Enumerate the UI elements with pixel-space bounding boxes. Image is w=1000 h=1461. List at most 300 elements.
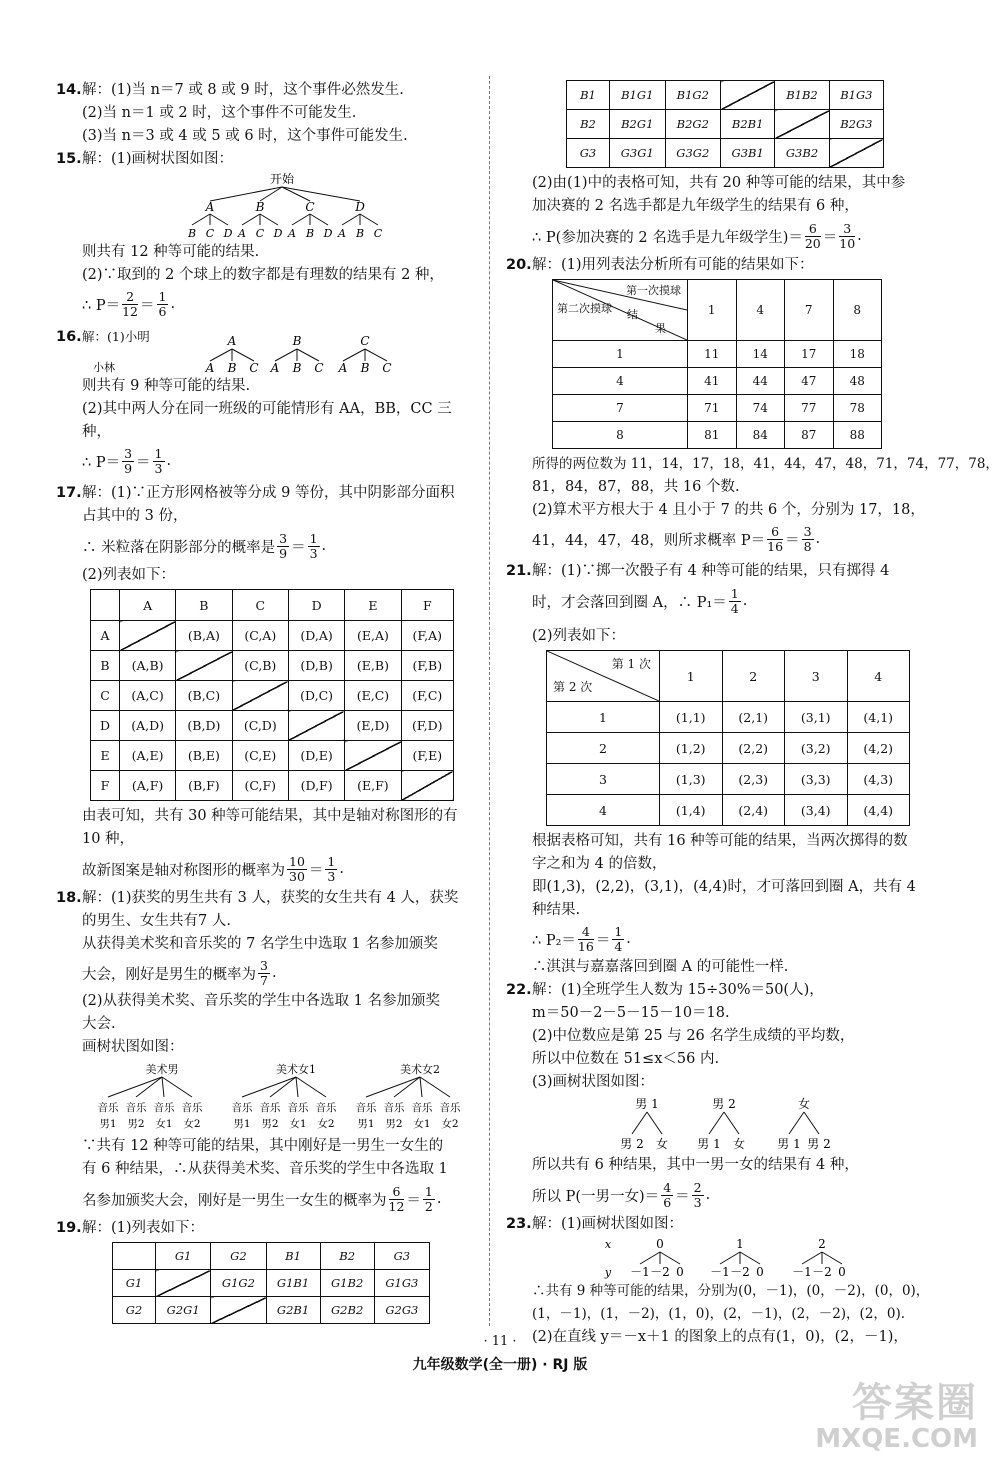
- tree-branch-line: [162, 1077, 164, 1097]
- tree-leaf-sublabel: 女1: [289, 1118, 307, 1130]
- tree-branch-line: [282, 187, 360, 201]
- table-cell: (B,A): [176, 621, 232, 651]
- answer-line: 81，84，87，88，共 16 个数.: [532, 479, 740, 495]
- numerator: 3: [260, 957, 268, 973]
- table-cell: [176, 651, 232, 681]
- tree-leaf-label: D: [273, 227, 283, 240]
- table-cell: G1B1: [266, 1270, 320, 1297]
- corner-label-mid2: 果: [655, 322, 666, 335]
- tree-branch-line: [242, 214, 260, 225]
- question-number: 15.: [56, 151, 82, 167]
- answer-line: (2)中位数应是第 25 与 26 名学生成绩的平均数，: [532, 1028, 855, 1044]
- tree-branch-line: [232, 349, 254, 361]
- tree-branch-line: [365, 349, 387, 361]
- fraction: [767, 525, 783, 554]
- denominator: 4: [730, 600, 739, 616]
- table-cell: (E,F): [345, 771, 401, 801]
- row-label: 1: [553, 341, 688, 368]
- row-label: E: [91, 741, 120, 771]
- tree-leaf-label: A: [288, 227, 296, 240]
- period: .: [857, 228, 862, 244]
- denominator: 3: [309, 545, 318, 561]
- table-cell: B1G3: [829, 81, 883, 110]
- denominator: 12: [122, 303, 138, 319]
- tree-leaf-label: 音乐: [259, 1102, 281, 1114]
- table-cell: (D,B): [288, 651, 344, 681]
- tree-side-label: 小林: [93, 361, 115, 374]
- tree-branch-line: [275, 349, 297, 361]
- tree-branch-line: [822, 1252, 842, 1264]
- numerator: 2: [693, 1179, 702, 1195]
- table-cell: (4,1): [847, 702, 910, 733]
- table-cell: (1,2): [660, 733, 723, 764]
- tree-leaf-label: B: [187, 227, 197, 240]
- tree-branch-line: [802, 1252, 822, 1264]
- tree-leaf-label: C: [382, 361, 392, 375]
- table-cell: (2,1): [722, 702, 785, 733]
- equals: ＝: [675, 1188, 690, 1205]
- table-cell: G1G3: [374, 1270, 429, 1297]
- fraction: [578, 925, 594, 954]
- row-label: 8: [553, 422, 688, 449]
- corner-label-mid: 结: [627, 308, 638, 321]
- fraction: [805, 222, 821, 251]
- header-cell: 2: [722, 651, 785, 702]
- tree-leaf-label: 0: [756, 1265, 764, 1279]
- tree-leaf-sublabel: 男1: [357, 1118, 375, 1130]
- header-cell: 4: [736, 280, 785, 341]
- answer-line: (2)∵取到的 2 个球上的数字都是有理数的结果有 2 种，: [82, 267, 444, 283]
- header-cell: 1: [660, 651, 723, 702]
- denominator: 3: [327, 868, 336, 884]
- header-cell: 7: [785, 280, 834, 341]
- tree-x-label: x: [604, 1238, 612, 1251]
- tree-branch-line: [242, 1077, 296, 1097]
- denominator: 9: [124, 460, 133, 476]
- tree-leaf-label: A: [270, 361, 280, 375]
- header-cell: G2: [211, 1243, 266, 1270]
- tree-root-label: 女: [797, 1097, 811, 1111]
- probability-line: [532, 583, 946, 619]
- answer-line: (2)在直线 y＝－x＋1 的图象上的点有(1，0)，(2，－1)，: [532, 1329, 908, 1345]
- tree-root-label: 美术女2: [400, 1063, 440, 1076]
- formula-prefix: 41，44，47，48，则所求概率 P＝: [532, 532, 766, 549]
- tree-leaf-label: 音乐: [411, 1102, 433, 1114]
- denominator: 16: [767, 538, 784, 554]
- formula-prefix: 大会，刚好是男生的概率为: [82, 966, 256, 983]
- table-cell: [829, 139, 883, 168]
- table-row: [91, 681, 454, 711]
- tree-branch-line: [366, 1077, 420, 1097]
- numerator: 6: [389, 1185, 405, 1200]
- period: .: [705, 1187, 711, 1203]
- answer-line: 所以共有 6 种结果，其中一男一女的结果有 4 种，: [532, 1157, 859, 1173]
- numerator: 4: [663, 1179, 672, 1195]
- table-header-row: [553, 280, 882, 341]
- tree-branch-line: [420, 1077, 422, 1097]
- tree-branch-line: [420, 1077, 450, 1097]
- tree-root-label: 美术女1: [276, 1063, 316, 1076]
- table-cell: (D,A): [288, 621, 344, 651]
- fraction: [839, 222, 855, 251]
- equals: ＝: [822, 229, 838, 246]
- answer-line: (2)当 n＝1 或 2 时，这个事件不可能发生.: [82, 105, 357, 121]
- formula-prefix: 时，才会落回到圈 A，∴ P₁＝: [532, 594, 727, 611]
- table-row: [553, 341, 882, 368]
- answer-line: 解：(1)用列表法分析所有可能的结果如下：: [532, 257, 814, 273]
- fraction: [661, 1181, 673, 1210]
- tree-branch-line: [108, 1077, 162, 1097]
- table-row: [547, 733, 910, 764]
- table-cell: [345, 741, 401, 771]
- tree-branch-line: [724, 1112, 739, 1134]
- answer-line: (1，－1)，(1，－2)，(1，0)，(2，－1)，(2，－2)，(2，0).: [532, 1306, 906, 1322]
- tree-leaf-sublabel: 女2: [183, 1118, 201, 1130]
- tree-branch-line: [310, 214, 328, 225]
- question-number: 17.: [56, 485, 82, 501]
- corner-label-top: 第一次摸球: [626, 284, 681, 297]
- question-15: [56, 148, 476, 321]
- header-cell: B2: [320, 1243, 374, 1270]
- table-cell: [211, 1297, 266, 1324]
- table-cell: 41: [688, 368, 737, 395]
- tree-root-label: 开始: [269, 172, 295, 186]
- table-row: [91, 771, 454, 801]
- table-cell: 84: [736, 422, 785, 449]
- question-17: [56, 482, 476, 887]
- table-cell: (C,E): [232, 741, 288, 771]
- table-row: [553, 395, 882, 422]
- tree-branch-line: [660, 1252, 680, 1264]
- tree-leaf-label: C: [255, 227, 265, 240]
- table-cell: 81: [688, 422, 737, 449]
- tree-root-label: C: [360, 335, 370, 348]
- tree-leaf-sublabel: 男2: [127, 1118, 145, 1130]
- denominator: 8: [803, 538, 812, 554]
- probability-line: [82, 528, 476, 564]
- corner-cell: [547, 651, 660, 702]
- row-label: D: [91, 711, 120, 741]
- answer-line: 种结果.: [532, 902, 581, 918]
- answer-line: 解：(1)∵掷一次骰子有 4 种等可能的结果，只有掷得 4: [532, 563, 890, 579]
- table-cell: (C,A): [232, 621, 288, 651]
- denominator: 20: [804, 235, 821, 251]
- table-cell: (A,C): [120, 681, 176, 711]
- fraction: [389, 1185, 405, 1214]
- table-row: [547, 795, 910, 826]
- tree-leaf-label: 音乐: [315, 1102, 337, 1114]
- answer-line: ∴淇淇与嘉嘉落回到圈 A 的可能性一样.: [532, 959, 789, 975]
- header-cell: G1: [156, 1243, 211, 1270]
- question-number: 23.: [506, 1216, 532, 1232]
- tree-leaf-label: C: [205, 227, 215, 240]
- header-cell: 4: [847, 651, 910, 702]
- answer-line: 字之和为 4 的倍数，: [532, 856, 667, 872]
- denominator: 16: [577, 938, 594, 954]
- table-cell: 78: [833, 395, 882, 422]
- question-19: [56, 1217, 476, 1324]
- tree-branch-line: [740, 1252, 760, 1264]
- table-cell: (2,4): [722, 795, 785, 826]
- denominator: 3: [693, 1194, 702, 1210]
- answer-line: 加决赛的 2 名选手都是九年级学生的结果有 6 种，: [532, 198, 859, 214]
- answer-line: 从获得美术奖和音乐奖的 7 名学生中选取 1 名参加颁奖: [82, 936, 438, 952]
- probability-line: [82, 956, 476, 990]
- table-header-row: [91, 590, 454, 621]
- right-column: [506, 76, 999, 1349]
- table-cell: (B,F): [176, 771, 232, 801]
- table-cell: [156, 1270, 211, 1297]
- table-cell: (D,C): [288, 681, 344, 711]
- fraction: [153, 447, 165, 476]
- corner-label-top: 第 1 次: [611, 657, 651, 671]
- table-cell: 77: [785, 395, 834, 422]
- equals: ＝: [785, 532, 800, 549]
- table-cell: (F,D): [401, 711, 453, 741]
- numerator: 1: [309, 530, 318, 546]
- tree-branch-label: D: [355, 200, 365, 214]
- fraction: [612, 925, 624, 954]
- denominator: 30: [289, 868, 305, 884]
- row-label: C: [91, 681, 120, 711]
- table-cell: 88: [833, 422, 882, 449]
- table-row: [113, 1270, 430, 1297]
- tree-branch-line: [647, 1112, 662, 1134]
- period: .: [170, 296, 176, 312]
- numerator: 4: [578, 925, 594, 940]
- fraction: [157, 290, 169, 319]
- probability-line: [82, 851, 476, 887]
- numerator: 3: [279, 530, 288, 546]
- row-label: B1: [567, 81, 610, 110]
- answer-line: 所得的两位数为 11，14，17，18，41，44，47，48，71，74，77，78，: [532, 456, 999, 472]
- equals: ＝: [136, 454, 151, 471]
- formula-prefix: ∴ P＝: [82, 454, 121, 471]
- tree-leaf-label: －2: [812, 1265, 832, 1279]
- table-cell: (C,F): [232, 771, 288, 801]
- numerator: 2: [122, 290, 138, 305]
- tree-branch-line: [270, 1077, 296, 1097]
- table-cell: 14: [736, 341, 785, 368]
- table-row: [91, 711, 454, 741]
- question-18: [56, 887, 476, 1217]
- question-number: 21.: [506, 563, 532, 579]
- tree-leaf-label: B: [227, 361, 237, 375]
- tree-leaf-label: 音乐: [231, 1102, 253, 1114]
- answer-line: (2)由(1)中的表格可知，共有 20 种等可能的结果，其中参: [532, 175, 906, 191]
- tree-leaf-label: C: [373, 227, 383, 240]
- tree-leaf-sublabel: 女2: [441, 1118, 459, 1130]
- table-row: [547, 702, 910, 733]
- header-cell: B: [176, 590, 232, 621]
- question-19-continued: [506, 172, 946, 254]
- column-divider: [489, 76, 490, 1326]
- table-cell: (A,D): [120, 711, 176, 741]
- answer-line: 解：(1)列表如下：: [82, 1220, 205, 1236]
- question-number: 14.: [56, 82, 82, 98]
- table-cell: B1G2: [665, 81, 721, 110]
- equals: ＝: [308, 862, 324, 879]
- probability-line: [82, 444, 476, 478]
- tree-root-label: 2: [818, 1237, 826, 1251]
- tree-branch-line: [640, 1252, 660, 1264]
- tree-branch-line: [296, 1077, 326, 1097]
- tree-leaf-sublabel: 女1: [413, 1118, 431, 1130]
- table-cell: B1B2: [775, 81, 829, 110]
- tree-branch-line: [804, 1112, 819, 1134]
- table-cell: [775, 110, 829, 139]
- table-cell: 44: [736, 368, 785, 395]
- denominator: 12: [388, 1198, 405, 1214]
- tree-leaf-label: 音乐: [355, 1102, 377, 1114]
- answer-line: 有 6 种结果，∴从获得美术奖、音乐奖的学生中各选取 1: [82, 1161, 448, 1177]
- tree-branch-line: [394, 1077, 420, 1097]
- tree-root-label: B: [292, 335, 302, 348]
- table-cell: B2G1: [610, 110, 666, 139]
- tree-leaf-sublabel: 男1: [99, 1118, 117, 1130]
- question-number: 18.: [56, 890, 82, 906]
- answer-line: 解：(1)画树状图如图：: [82, 151, 234, 167]
- question-14: [56, 79, 476, 148]
- fraction: [308, 532, 320, 561]
- row-label: G1: [113, 1270, 156, 1297]
- tree-branch-line: [296, 1077, 298, 1097]
- tree-y-label: y: [604, 1266, 612, 1279]
- tree-leaf-label: －2: [650, 1265, 670, 1279]
- table-cell: (1,3): [660, 764, 723, 795]
- table-cell: (1,4): [660, 795, 723, 826]
- corner-cell: [113, 1243, 156, 1270]
- question-21: [506, 560, 946, 979]
- table-cell: B2G2: [665, 110, 721, 139]
- tree-branch-line: [709, 1112, 724, 1134]
- fraction: [287, 855, 307, 884]
- numerator: 1: [614, 923, 623, 939]
- row-label: A: [91, 621, 120, 651]
- probability-line: [82, 287, 476, 321]
- tree-branch-line: [632, 1112, 647, 1134]
- table-cell: (2,3): [722, 764, 785, 795]
- fraction: [122, 447, 134, 476]
- numerator: 1: [424, 1183, 433, 1199]
- denominator: 9: [279, 545, 288, 561]
- denominator: 6: [663, 1194, 672, 1210]
- probability-line: [532, 922, 946, 956]
- tree-leaf-label: B: [355, 227, 365, 240]
- equals: ＝: [406, 1192, 421, 1209]
- header-cell: 3: [785, 651, 848, 702]
- tree-leaf-label: D: [223, 227, 233, 240]
- left-column: [56, 76, 476, 1324]
- table-cell: (B,D): [176, 711, 232, 741]
- table-header-row: [113, 1243, 430, 1270]
- row-label: B: [91, 651, 120, 681]
- row-label: F: [91, 771, 120, 801]
- period: .: [436, 1191, 442, 1207]
- tree-branch-line: [297, 349, 319, 361]
- tree-leaf-label: 0: [838, 1265, 846, 1279]
- question-number: 20.: [506, 257, 532, 273]
- table-19-part1: [112, 1242, 430, 1324]
- tree-diagram-23: [532, 1236, 932, 1280]
- answer-line: (2)列表如下：: [532, 628, 626, 644]
- corner-cell: [553, 280, 688, 341]
- answer-line: 10 种，: [82, 831, 135, 847]
- tree-leaf-label: －1: [630, 1265, 650, 1279]
- answer-line: (3)当 n＝3 或 4 或 5 或 6 时，这个事件可能发生.: [82, 128, 408, 144]
- table-header-row: [547, 651, 910, 702]
- tree-leaf-label: 0: [676, 1265, 684, 1279]
- table-cell: B1G1: [610, 81, 666, 110]
- table-cell: [232, 681, 288, 711]
- tree-branch-label: A: [205, 200, 215, 214]
- table-cell: (E,C): [345, 681, 401, 711]
- numerator: 1: [327, 853, 336, 869]
- header-cell: C: [232, 590, 288, 621]
- tree-leaf-label: 音乐: [125, 1102, 147, 1114]
- question-16: [56, 325, 476, 478]
- table-cell: (4,3): [847, 764, 910, 795]
- answer-line: 所以中位数在 51≤x＜56 内.: [532, 1051, 720, 1067]
- fraction: [729, 587, 741, 616]
- tree-branch-line: [292, 214, 310, 225]
- numerator: 3: [124, 445, 133, 461]
- table-cell: G2G3: [374, 1297, 429, 1324]
- row-label: 3: [547, 764, 660, 795]
- watermark-logo: 答案圈: [852, 1380, 978, 1426]
- header-cell: F: [401, 590, 453, 621]
- table-cell: 74: [736, 395, 785, 422]
- table-cell: 11: [688, 341, 737, 368]
- tree-leaf-label: 音乐: [287, 1102, 309, 1114]
- table-cell: G1B2: [320, 1270, 374, 1297]
- table-cell: G3B2: [775, 139, 829, 168]
- probability-line: [82, 1181, 476, 1217]
- table-cell: G2B1: [266, 1297, 320, 1324]
- question-number: 19.: [56, 1220, 82, 1236]
- row-label: G2: [113, 1297, 156, 1324]
- period: .: [339, 861, 344, 877]
- tree-root-label: 美术男: [145, 1063, 179, 1076]
- numerator: 1: [158, 288, 167, 304]
- table-cell: (D,E): [288, 741, 344, 771]
- table-cell: (2,2): [722, 733, 785, 764]
- fraction: [122, 290, 138, 319]
- period: .: [166, 453, 172, 469]
- table-cell: G3G2: [665, 139, 721, 168]
- answer-line: 则共有 12 种等可能的结果.: [82, 244, 260, 260]
- table-cell: (B,E): [176, 741, 232, 771]
- table-cell: [401, 771, 453, 801]
- question-23: [506, 1213, 946, 1349]
- table-cell: (F,B): [401, 651, 453, 681]
- row-label: G3: [567, 139, 610, 168]
- table-row: [567, 81, 884, 110]
- table-cell: (4,2): [847, 733, 910, 764]
- tree-leaf-sublabel: 女2: [317, 1118, 335, 1130]
- answer-line: (2)算术平方根大于 4 且小于 7 的共 6 个，分别为 17，18，: [532, 502, 925, 518]
- formula-prefix: ∴ P(参加决赛的 2 名选手是九年级学生)＝: [532, 229, 803, 246]
- denominator: 2: [424, 1198, 433, 1214]
- tree-branch-line: [162, 1077, 192, 1097]
- table-cell: (A,F): [120, 771, 176, 801]
- table-19-part2: [566, 80, 884, 168]
- table-cell: B2B1: [721, 110, 775, 139]
- tree-branch-label: B: [255, 200, 265, 214]
- row-label: B2: [567, 110, 610, 139]
- fraction: [277, 532, 289, 561]
- corner-cell: [91, 590, 120, 621]
